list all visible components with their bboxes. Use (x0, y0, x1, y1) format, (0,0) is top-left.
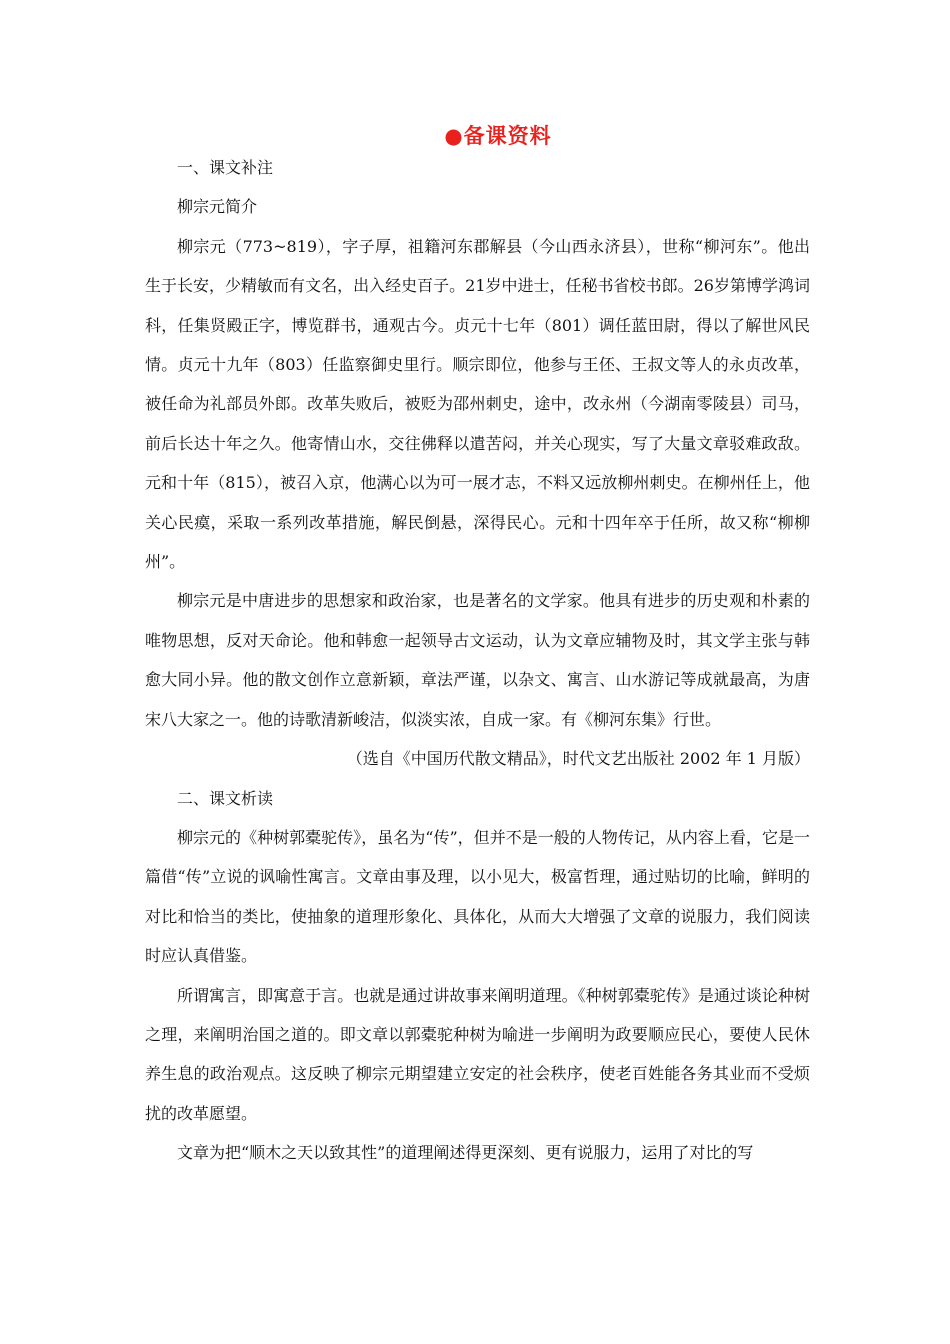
source-citation: （选自《中国历代散文精品》，时代文艺出版社 2002 年 1 月版） (346, 749, 810, 769)
document-body (145, 148, 810, 1173)
paragraph-3: 柳宗元的《种树郭橐驼传》，虽名为“传”，但并不是一般的人物传记，从内容上看，它是一篇借“传”立说的讽喻性寓言。文章由事及理，以小见大，极富哲理，通过贴切的比喻，鲜明的对比和恰当的类比，使抽象的道理形象化、具体化，从而大大增强了文章的说服力，我们阅读时应认真借鉴。 (145, 827, 810, 966)
section-heading-2: 二、课文析读 (177, 788, 274, 808)
paragraph-5: 文章为把“顺木之天以致其性”的道理阐述得更深刻、更有说服力，运用了对比的写 (177, 1143, 754, 1163)
paragraph-1: 柳宗元（773~819），字子厚，祖籍河东郡解县（今山西永济县），世称“柳河东”。他出生于长安，少精敏而有文名，出入经史百子。21岁中进士，任秘书省校书郎。26岁第博学鸿词科，任集贤殿正字，博览群书，通观古今。贞元十七年（801）调任蓝田尉，得以了解世风民情。贞元十九年（803）任监察御史里行。顺宗即位，他参与王伾、王叔文等人的永贞改革，被任命为礼部员外郎。改革失败后，被贬为邵州刺史，途中，改永州（今湖南零陵县）司马，前后长达十年之久。他寄情山水，交往佛释以遣苦闷，并关心现实，写了大量文章驳难政敌。元和十年（815），被召入京，他满心以为可一展才志，不料又远放柳州刺史。在柳州任上，他关心民瘼，采取一系列改革措施，解民倒悬，深得民心。元和十四年卒于任所，故又称“柳柳州”。 (145, 236, 810, 572)
page-title: ●备课资料 (444, 123, 552, 148)
subheading-author-intro: 柳宗元简介 (177, 197, 258, 217)
paragraph-2: 柳宗元是中唐进步的思想家和政治家，也是著名的文学家。他具有进步的历史观和朴素的唯物思想，反对天命论。他和韩愈一起领导古文运动，认为文章应辅物及时，其文学主张与韩愈大同小异。他的散文创作立意新颖，章法严谨，以杂文、寓言、山水游记等成就最高，为唐宋八大家之一。他的诗歌清新峻洁，似淡实浓，自成一家。有《柳河东集》行世。 (145, 591, 810, 729)
section-heading-1: 一、课文补注 (177, 158, 274, 177)
paragraph-4: 所谓寓言，即寓意于言。也就是通过讲故事来阐明道理。《种树郭橐驼传》是通过谈论种树之理，来阐明治国之道的。即文章以郭橐驼种树为喻进一步阐明为政要顺应民心，要使人民休养生息的政治观点。这反映了柳宗元期望建立安定的社会秩序，使老百姓能各务其业而不受烦扰的改革愿望。 (145, 985, 810, 1123)
